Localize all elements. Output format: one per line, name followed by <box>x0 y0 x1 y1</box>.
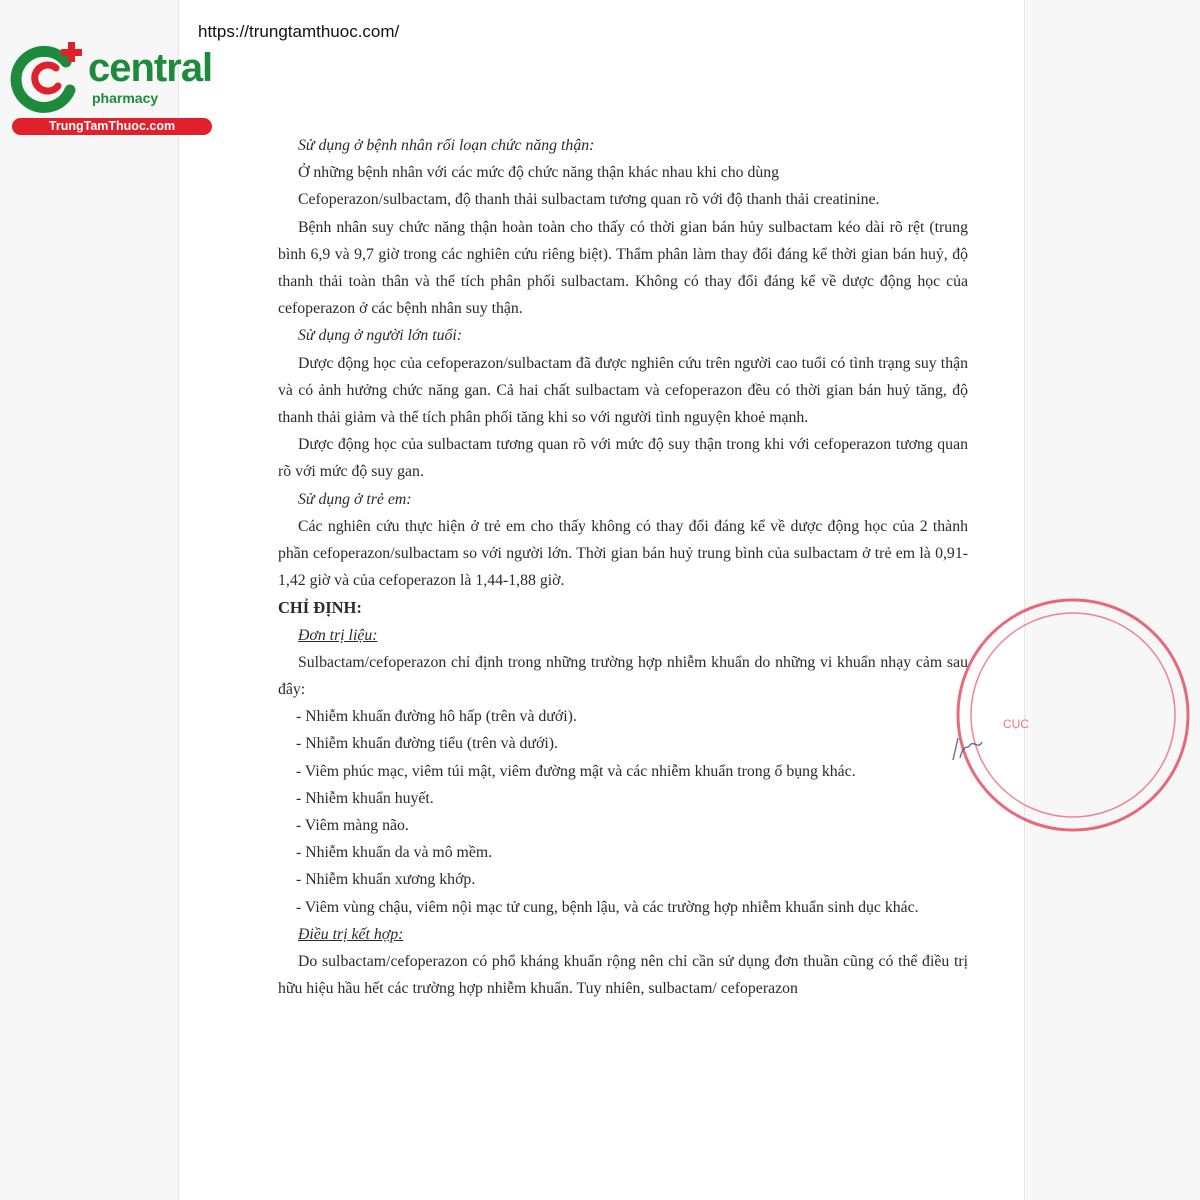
indication-item: - Viêm màng não. <box>296 817 409 835</box>
combination-heading: Điều trị kết hợp: <box>298 925 404 943</box>
indication-item: - Viêm phúc mạc, viêm túi mật, viêm đường mật và các nhiễm khuẩn trong ổ bụng khác. <box>296 762 856 780</box>
indication-item: - Viêm vùng chậu, viêm nội mạc tử cung, bệnh lậu, và các trường hợp nhiễm khuẩn sinh dục khác. <box>296 898 919 916</box>
indication-item: - Nhiễm khuẩn da và mô mềm. <box>296 844 493 862</box>
elderly-paragraph-2: Dược động học của sulbactam tương quan rõ với mức độ suy thận trong khi với cefoperazon tương quan rõ với mức độ suy gan. <box>278 436 968 481</box>
document-body <box>278 132 968 1003</box>
official-stamp-icon <box>948 650 1029 785</box>
indication-item: - Nhiễm khuẩn đường hô hấp (trên và dưới). <box>296 708 577 726</box>
elderly-paragraph-1: Dược động học của cefoperazon/sulbactam đã được nghiên cứu trên người cao tuổi có tình trạng suy thận và có ảnh hưởng chức năng gan. Cả hai chất sulbactam và cefoperazon đều có thời gian bán huỷ tăng, độ thanh thải giảm và thể tích phân phối tăng khi so với người tình nguyện khoẻ mạnh. <box>278 354 968 427</box>
combination-paragraph: Do sulbactam/cefoperazon có phổ kháng khuẩn rộng nên chỉ cần sử dụng đơn thuần cũng có thể điều trị hữu hiệu hầu hết các trường hợp nhiễm khuẩn. Tuy nhiên, sulbactam/ cefoperazon <box>278 953 968 998</box>
indication-heading: CHỈ ĐỊNH: <box>278 598 362 618</box>
indication-item: - Nhiễm khuẩn đường tiểu (trên và dưới). <box>296 735 558 753</box>
children-paragraph: Các nghiên cứu thực hiện ở trẻ em cho thấy không có thay đổi đáng kể về dược động học của 2 thành phần cefoperazon/sulbactam so với người lớn. Thời gian bán huỷ trung bình của sulbactam ở trẻ em là 0,91-1,42 giờ và của cefoperazon là 1,44-1,88 giờ. <box>278 517 968 590</box>
children-heading: Sử dụng ở trẻ em: <box>298 490 412 508</box>
logo-mark-icon <box>8 38 88 118</box>
indication-item: - Nhiễm khuẩn xương khớp. <box>296 871 476 889</box>
central-pharmacy-logo <box>8 38 213 136</box>
elderly-heading: Sử dụng ở người lớn tuổi: <box>298 327 463 345</box>
logo-site-banner: TrungTamThuoc.com <box>12 118 212 135</box>
logo-wordmark: central <box>88 46 213 90</box>
svg-text:CỤC: CỤC <box>1003 717 1029 731</box>
indication-item: - Nhiễm khuẩn huyết. <box>296 789 434 807</box>
renal-paragraph-2: Bệnh nhân suy chức năng thận hoàn toàn cho thấy có thời gian bán hủy sulbactam kéo dài rõ rệt (trung bình 6,9 và 9,7 giờ trong các nghiên cứu riêng biệt). Thẩm phân làm thay đổi đáng kể thời gian bán huỷ, độ thanh thải toàn thân và thể tích phân phối sulbactam. Không có thay đổi đáng kể về dược động học của cefoperazon ở các bệnh nhân suy thận. <box>278 218 968 318</box>
watermark-url: https://trungtamthuoc.com/ <box>198 22 400 41</box>
monotherapy-heading: Đơn trị liệu: <box>298 626 378 644</box>
logo-subtitle: pharmacy <box>92 90 159 106</box>
renal-paragraph-1: Ở những bệnh nhân với các mức độ chức năng thận khác nhau khi cho dùng <box>298 164 780 182</box>
renal-heading: Sử dụng ở bệnh nhân rối loạn chức năng thận: <box>298 137 595 154</box>
renal-paragraph-1b: Cefoperazon/sulbactam, độ thanh thải sulbactam tương quan rõ với độ thanh thải creatinine. <box>298 191 880 209</box>
monotherapy-paragraph: Sulbactam/cefoperazon chỉ định trong những trường hợp nhiễm khuẩn do những vi khuẩn nhạy cảm sau đây: <box>278 653 968 699</box>
